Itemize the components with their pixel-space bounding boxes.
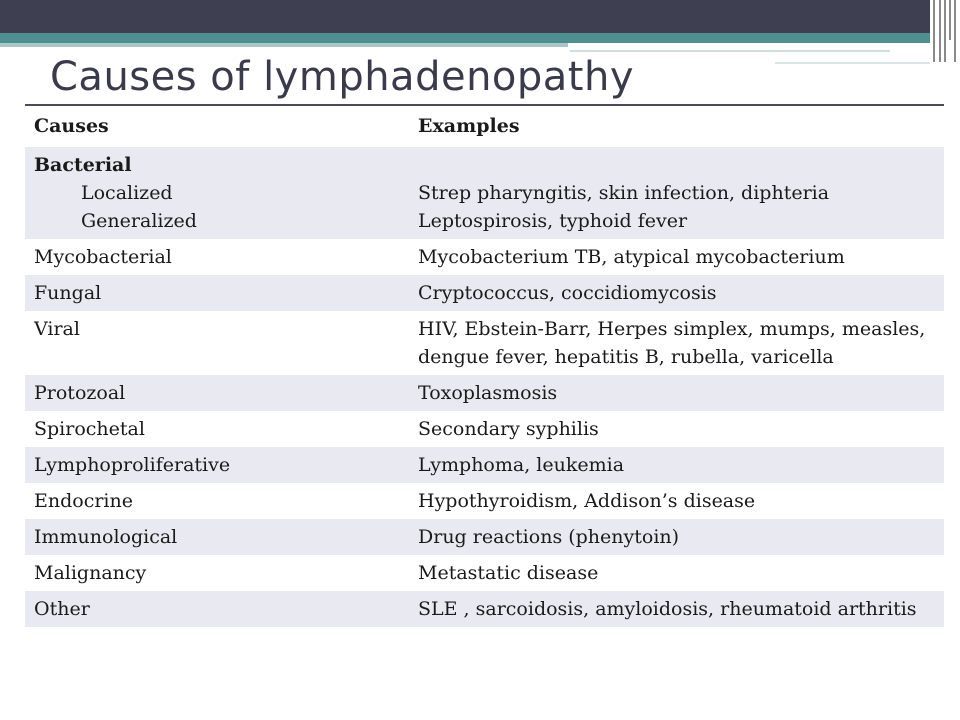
- examples-cell: HIV, Ebstein-Barr, Herpes simplex, mumps, measles, dengue fever, hepatitis B, rubella, varicella: [409, 311, 944, 375]
- examples-cell: Mycobacterium TB, atypical mycobacterium: [409, 239, 944, 275]
- examples-cell: Secondary syphilis: [409, 411, 944, 447]
- header-band-teal: [0, 33, 930, 43]
- cause-cell: Malignancy: [25, 555, 409, 591]
- examples-cell: [409, 147, 944, 239]
- header-band-dark: [0, 0, 930, 33]
- examples-cell: Toxoplasmosis: [409, 375, 944, 411]
- table-row: [25, 239, 944, 275]
- cause-cell: Endocrine: [25, 483, 409, 519]
- sub-cause-label: Localized: [81, 182, 173, 204]
- column-header-examples: Examples: [409, 106, 944, 147]
- table-header-row: [25, 106, 944, 147]
- cause-label: Bacterial: [34, 154, 132, 176]
- table-row: [25, 311, 944, 375]
- table-row: [25, 447, 944, 483]
- examples-text: Leptospirosis, typhoid fever: [418, 210, 688, 232]
- cause-cell: Viral: [25, 311, 409, 375]
- examples-cell: Cryptococcus, coccidiomycosis: [409, 275, 944, 311]
- cause-cell: Immunological: [25, 519, 409, 555]
- sub-cause-label: Generalized: [81, 210, 197, 232]
- examples-cell: Metastatic disease: [409, 555, 944, 591]
- header-accent-line: [775, 62, 930, 64]
- cause-cell: Other: [25, 591, 409, 627]
- examples-cell: SLE , sarcoidosis, amyloidosis, rheumatoid arthritis: [409, 591, 944, 627]
- header-accent-line: [570, 50, 890, 52]
- examples-cell: Hypothyroidism, Addison’s disease: [409, 483, 944, 519]
- cause-cell: Mycobacterial: [25, 239, 409, 275]
- cause-cell: Lymphoproliferative: [25, 447, 409, 483]
- table-row: [25, 555, 944, 591]
- cause-cell: [25, 147, 409, 239]
- table-row: [25, 375, 944, 411]
- cause-cell: Fungal: [25, 275, 409, 311]
- table-row: [25, 275, 944, 311]
- cause-cell: Spirochetal: [25, 411, 409, 447]
- table-row: [25, 483, 944, 519]
- examples-cell: Lymphoma, leukemia: [409, 447, 944, 483]
- table-row: [25, 519, 944, 555]
- table-row: [25, 147, 944, 239]
- cause-cell: Protozoal: [25, 375, 409, 411]
- table-row: [25, 411, 944, 447]
- table-row: [25, 591, 944, 627]
- examples-cell: Drug reactions (phenytoin): [409, 519, 944, 555]
- header-corner-bars: [930, 0, 960, 62]
- column-header-causes: Causes: [25, 106, 409, 147]
- causes-table: [25, 106, 944, 627]
- examples-text: Strep pharyngitis, skin infection, diphteria: [418, 182, 830, 204]
- slide-title: Causes of lymphadenopathy: [50, 54, 635, 100]
